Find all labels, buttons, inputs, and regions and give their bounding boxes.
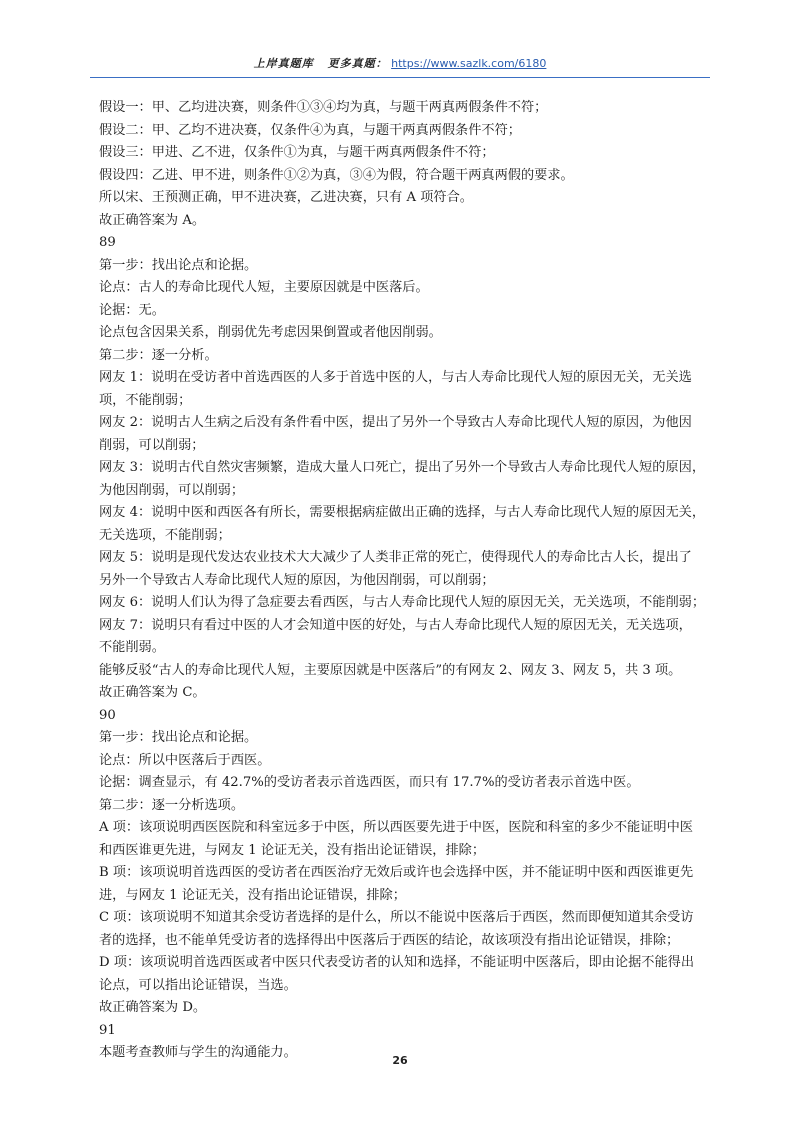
page-number: 26 [392,1054,408,1067]
text-line: 第一步：找出论点和论据。 [99,730,258,745]
text-line: 所以宋、王预测正确，甲不进决赛，乙进决赛，只有 A 项符合。 [99,190,473,205]
text-line: 论据：无。 [99,302,165,318]
text-line: 论点，可以指出论证错误，当选。 [99,977,297,993]
text-line: A 项：该项说明西医医院和科室远多于中医，所以西医要先进于中医，医院和科室的多少不能证明中医 [99,820,693,835]
text-line: 假设四：乙进、甲不进，则条件①②为真，③④为假，符合题干两真两假的要求。 [99,167,574,183]
text-line: 论点包含因果关系，削弱优先考虑因果倒置或者他因削弱。 [99,325,442,340]
header-more-label: 更多真题： [327,57,388,70]
question-number: 90 [99,707,116,723]
answer-line: 故正确答案为 A。 [99,212,206,228]
answer-line: 故正确答案为 C。 [99,685,206,700]
text-line: 削弱，可以削弱； [99,437,205,453]
text-line: 假设三：甲进、乙不进，仅条件①为真，与题干两真两假条件不符； [99,145,495,160]
text-line: 另外一个导致古人寿命比现代人短的原因，为他因削弱，可以削弱； [99,572,495,588]
text-line: 网友 6：说明人们认为得了急症要去看西医，与古人寿命比现代人短的原因无关，无关选项，不能削弱； [99,595,706,610]
text-line: 假设二：甲、乙均不进决赛，仅条件④为真，与题干两真两假条件不符； [99,122,521,138]
text-line: 第一步：找出论点和论据。 [99,257,258,273]
text-line: 网友 3：说明古代自然灾害频繁，造成大量人口死亡，提出了另外一个导致古人寿命比现代人短的原因， [99,460,706,475]
text-line: 论据：调查显示，有 42.7%的受访者表示首选西医，而只有 17.7%的受访者表示首选中医。 [99,775,640,790]
text-line: B 项：该项说明首选西医的受访者在西医治疗无效后或许也会选择中医，并不能证明中医和西医谁更先 [99,865,694,880]
text-line: 和西医谁更先进，与网友 1 论证无关，没有指出论证错误，排除； [99,842,486,858]
text-line: 本题考查教师与学生的沟通能力。 [99,1045,297,1060]
text-line: 为他因削弱，可以削弱； [99,482,245,498]
text-line: 能够反驳“古人的寿命比现代人短，主要原因就是中医落后”的有网友 2、网友 3、网友 5，共 3 项。 [99,662,682,678]
text-line: 网友 4：说明中医和西医各有所长，需要根据病症做出正确的选择，与古人寿命比现代人短的原因无关， [99,505,706,520]
text-line: 假设一：甲、乙均进决赛，则条件①③④均为真，与题干两真两假条件不符； [99,100,548,115]
text-line: 第二步：逐一分析选项。 [99,797,245,813]
text-line: 不能削弱。 [99,640,165,655]
page-header [0,55,800,71]
text-line: 网友 7：说明只有看过中医的人才会知道中医的好处，与古人寿命比现代人短的原因无关，无关选项， [99,617,692,633]
text-line: 论点：古人的寿命比现代人短，主要原因就是中医落后。 [99,280,429,295]
header-divider [90,77,710,78]
text-line: 网友 5：说明是现代发达农业技术大大减少了人类非正常的死亡，使得现代人的寿命比古人长，提出了 [99,550,692,565]
text-line: 进，与网友 1 论证无关，没有指出论证错误，排除； [99,887,406,903]
text-line: 网友 2：说明古人生病之后没有条件看中医，提出了另外一个导致古人寿命比现代人短的原因，为他因 [99,415,692,430]
text-line: D 项：该项说明首选西医或者中医只代表受访者的认知和选择，不能证明中医落后，即由论据不能得出 [99,955,695,970]
text-line: 论点：所以中医落后于西医。 [99,752,271,768]
text-line: 者的选择，也不能单凭受访者的选择得出中医落后于西医的结论，故该项没有指出论证错误，排除； [99,932,680,948]
question-number: 91 [99,1022,116,1038]
text-line: 第二步：逐一分析。 [99,347,218,363]
header-brand: 上岸真题库 [253,57,314,70]
text-line: 网友 1：说明在受访者中首选西医的人多于首选中医的人，与古人寿命比现代人短的原因无关，无关选 [99,370,692,385]
text-line: C 项：该项说明不知道其余受访者选择的是什么，所以不能说中医落后于西医，然而即便知道其余受访 [99,910,694,925]
answer-line: 故正确答案为 D。 [99,1000,207,1015]
header-link[interactable]: https://www.sazlk.com/6180 [391,57,547,70]
text-line: 项，不能削弱； [99,392,192,408]
document-body [99,97,714,1065]
question-number: 89 [99,235,116,250]
text-line: 无关选项，不能削弱； [99,527,231,543]
